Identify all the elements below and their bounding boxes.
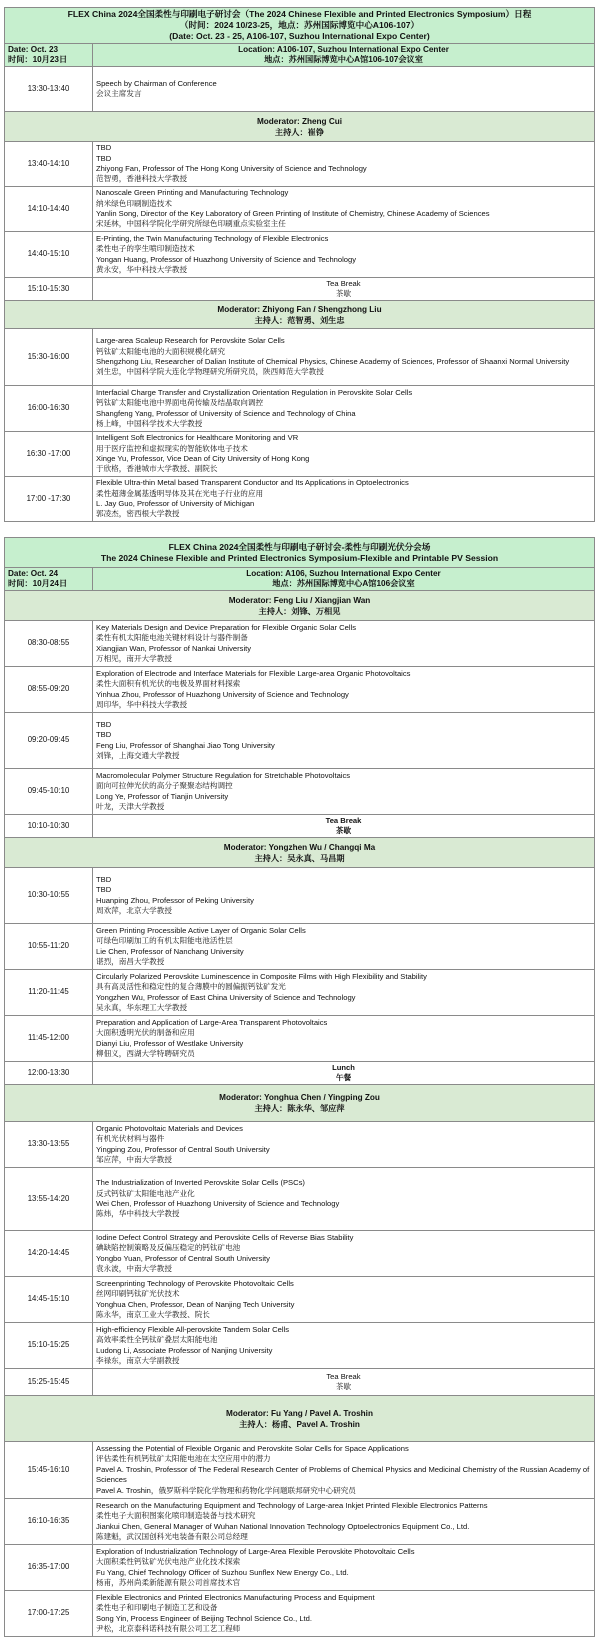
talk-title-en: E-Printing, the Twin Manufacturing Technology of Flexible Electronics [96,233,329,243]
break-cell [93,1062,595,1085]
talk-title-en: Intelligent Soft Electronics for Healthcare Monitoring and VR [96,433,299,443]
schedule-table-oct24 [4,537,595,1637]
date-location-row [5,568,595,591]
speaker-zh: 邹应萍，中南大学教授 [96,1154,172,1164]
time-cell: 15:30-16:00 [5,329,93,386]
location-en: Location: A106-107, Suzhou International Expo Center [238,44,449,54]
moderator-row [5,301,595,329]
speaker-zh: Pavel A. Troshin，俄罗斯科学院化学物理和药物化学问题联邦研究中心研究员 [96,1485,356,1495]
speaker-en: Jiankui Chen, General Manager of Wuhan National Innovation Technology Optoelectronics Equipment Co., Ltd. [96,1521,470,1531]
talk-row [5,142,595,187]
talk-title-zh: 反式钙钛矿太阳能电池产业化 [96,1188,195,1198]
time-cell: 10:30-10:55 [5,868,93,924]
talk-cell [93,432,595,477]
moderator-cell [5,838,595,868]
speaker-zh: 范智勇，香港科技大学教授 [96,174,188,184]
talk-cell [93,1323,595,1369]
talk-title-en: Iodine Defect Control Strategy and Perovskite Cells of Reverse Bias Stability [96,1232,354,1242]
time-cell: 13:40-14:10 [5,142,93,187]
speaker-zh: 袁永波，中南大学教授 [96,1263,172,1273]
moderator-cell [5,112,595,142]
break-label-en: Lunch [332,1062,355,1072]
talk-row [5,1323,595,1369]
speaker-en: Yingping Zou, Professor of Central South University [96,1144,270,1154]
talk-title-en: Speech by Chairman of Conference [96,78,217,88]
moderator-zh: 主持人：范智勇、刘生忠 [254,315,345,325]
speaker-en: Yinhua Zhou, Professor of Huazhong University of Science and Technology [96,689,349,699]
talk-title-en: Assessing the Potential of Flexible Organic and Perovskite Solar Cells for Space Applications [96,1443,409,1453]
moderator-row [5,1085,595,1122]
moderator-en: Moderator: Zheng Cui [256,116,343,126]
break-label-zh: 茶歇 [335,826,352,835]
time-cell: 14:45-15:10 [5,1277,93,1323]
speaker-zh: 宋延林，中国科学院化学研究所绿色印刷重点实验室主任 [96,219,286,229]
talk-title-en: TBD [96,719,112,729]
talk-title-zh: 钙钛矿太阳能电池中界面电荷传输及结晶取向调控 [96,398,264,408]
date-zh: 时间：10月24日 [8,579,68,588]
speaker-en: Yongan Huang, Professor of Huazhong University of Science and Technology [96,254,357,264]
talk-row [5,432,595,477]
time-cell: 14:20-14:45 [5,1231,93,1277]
speaker-zh: 万相见，南开大学教授 [96,653,172,663]
speaker-en: Feng Liu, Professor of Shanghai Jiao Tong University [96,740,275,750]
break-label-zh: 午餐 [335,1073,352,1082]
time-cell: 11:20-11:45 [5,970,93,1016]
talk-title-en: Interfacial Charge Transfer and Crystallization Orientation Regulation in Perovskite Solar Cells [96,387,413,397]
date-en: Date: Oct. 24 [8,568,59,578]
speaker-en: Huanping Zhou, Professor of Peking University [96,895,254,905]
speaker-zh: 于欣格，香港城市大学教授、副院长 [96,464,218,474]
moderator-row [5,838,595,868]
moderator-en: Moderator: Feng Liu / Xiangjian Wan [228,595,371,605]
title-line: FLEX China 2024全国柔性与印刷电子研讨会-柔性与印刷光伏分会场 [168,541,431,552]
talk-row [5,1545,595,1591]
moderator-zh: 主持人：杨甫、Pavel A. Troshin [239,1419,360,1429]
talk-title-zh: TBD [96,730,112,740]
speaker-en: Xiangjian Wan, Professor of Nankai University [96,643,252,653]
break-label-zh: 茶歇 [335,1382,352,1391]
date-cell [5,568,93,591]
break-cell [93,815,595,838]
speaker-zh: 杨上峰，中国科学技术大学教授 [96,418,203,428]
speaker-en: Fu Yang, Chief Technology Officer of Suzhou Sunflex New Energy Co., Ltd. [96,1567,349,1577]
talk-cell [93,621,595,667]
talk-title-zh: 钙钛矿太阳能电池的大面积规模化研究 [96,346,226,356]
speaker-en: L. Jay Guo, Professor of University of Michigan [96,499,255,508]
break-row [5,815,595,838]
talk-title-zh: 会议主席发言 [96,89,142,98]
schedule-body [5,8,595,522]
talk-title-en: Nanoscale Green Printing and Manufacturing Technology [96,188,289,198]
speaker-zh: 陈炜，华中科技大学教授 [96,1209,180,1219]
moderator-en: Moderator: Fu Yang / Pavel A. Troshin [226,1408,373,1418]
title-line: The 2024 Chinese Flexible and Printed Electronics Symposium-Flexible and Printable PV Session [100,552,499,563]
time-cell: 13:30-13:40 [5,67,93,112]
talk-title-zh: TBD [96,885,112,895]
speaker-en: Shengzhong Liu, Researcher of Dalian Institute of Chemical Physics, Chinese Academy of Sciences, Professor of Shaanxi Normal University [96,357,570,366]
moderator-cell [5,301,595,329]
speaker-en: Yonghua Chen, Professor, Dean of Nanjing Tech University [96,1299,295,1309]
schedule-table-oct23 [4,7,595,522]
speaker-zh: 尹松，北京泰科诺科技有限公司工艺工程师 [96,1623,241,1633]
talk-title-en: Macromolecular Polymer Structure Regulation for Stretchable Photovoltaics [96,770,351,780]
break-label-en: Tea Break [325,815,362,825]
speaker-en: Zhiyong Fan, Professor of The Hong Kong University of Science and Technology [96,164,367,173]
talk-title-zh: TBD [96,153,112,163]
time-cell: 11:45-12:00 [5,1016,93,1062]
speaker-zh: 陈永华，南京工业大学教授、院长 [96,1309,210,1319]
moderator-cell [5,591,595,621]
time-cell: 09:45-10:10 [5,769,93,815]
talk-row [5,1442,595,1499]
talk-cell [93,1499,595,1545]
moderator-zh: 主持人：刘锋、万相见 [258,606,341,616]
speaker-zh: 李禄东，南京大学副教授 [96,1355,180,1365]
break-label-zh: 茶歇 [335,289,352,298]
speaker-zh: 谌烈，南昌大学教授 [96,956,165,966]
date-location-row [5,44,595,67]
title-line: (Date: Oct. 23 - 25, A106-107, Suzhou International Expo Center) [169,31,430,41]
talk-cell [93,924,595,970]
time-cell: 09:20-09:45 [5,713,93,769]
speaker-en: Dianyi Liu, Professor of Westlake University [96,1038,244,1048]
break-label-en: Tea Break [326,278,361,288]
time-cell: 15:10-15:30 [5,278,93,301]
talk-cell [93,386,595,432]
location-cell [93,568,595,591]
time-cell: 16:00-16:30 [5,386,93,432]
moderator-zh: 主持人：崔铮 [274,127,325,137]
talk-title-en: Exploration of Electrode and Interface Materials for Flexible Large-area Organic Photovoltaics [96,668,411,678]
speaker-zh: 郭凌杰，密西根大学教授 [96,509,180,519]
speaker-en: Yongbo Yuan, Professor of Central South University [96,1253,270,1263]
speaker-en: Ludong Li, Associate Professor of Nanjing University [96,1345,273,1355]
talk-cell [93,1277,595,1323]
talk-title-zh: 柔性超薄金属基透明导体及其在光电子行业的应用 [96,488,264,498]
talk-title-zh: 柔性电子和印刷电子制造工艺和设备 [96,1603,218,1613]
talk-title-zh: 柔性大面积有机光伏的电极及界面材料探索 [96,679,241,689]
date-cell [5,44,93,67]
talk-cell [93,1442,595,1499]
moderator-en: Moderator: Yongzhen Wu / Changqi Ma [223,842,376,852]
schedule-body [5,538,595,1637]
talk-title-zh: 大面积柔性钙钛矿光伏电池产业化技术探索 [96,1557,241,1567]
time-cell: 16:30 -17:00 [5,432,93,477]
title-line: FLEX China 2024全国柔性与印刷电子研讨会（The 2024 Chinese Flexible and Printed Electronics Symposium）日程 [67,9,532,19]
talk-title-en: TBD [96,874,112,884]
talk-title-en: Screenprinting Technology of Perovskite Photovoltaic Cells [96,1278,294,1288]
moderator-row [5,591,595,621]
talk-title-zh: 柔性有机太阳能电池关键材料设计与器件制备 [96,633,248,643]
talk-title-en: Preparation and Application of Large-Area Transparent Photovoltaics [96,1017,328,1027]
talk-title-zh: 纳米绿色印刷制造技术 [96,198,172,208]
speaker-zh: 杨甫，苏州尚柔新能源有限公司首席技术官 [96,1577,241,1587]
location-zh: 地点：苏州国际博览中心A馆106会议室 [272,579,415,588]
talk-row [5,667,595,713]
break-cell [93,1369,595,1396]
talk-row [5,1277,595,1323]
time-cell: 14:10-14:40 [5,187,93,232]
speaker-en: Pavel A. Troshin, Professor of The Federal Research Center of Problems of Chemical Physics and Medicinal Chemistry of the Russian Academy of Sciences [96,1464,590,1485]
time-cell: 15:25-15:45 [5,1369,93,1396]
talk-row [5,924,595,970]
talk-row [5,1499,595,1545]
break-label-en: Tea Break [326,1371,361,1381]
speaker-zh: 周欢萍，北京大学教授 [96,905,172,915]
talk-title-zh: 可绿色印刷加工的有机太阳能电池活性层 [96,936,233,946]
talk-title-zh: 用于医疗监控和虚拟现实的智能软体电子技术 [96,443,248,453]
session-title [5,538,595,568]
talk-title-en: Organic Photovoltaic Materials and Devices [96,1123,243,1133]
talk-row [5,713,595,769]
talk-cell [93,477,595,522]
time-cell: 10:10-10:30 [5,815,93,838]
time-cell: 08:30-08:55 [5,621,93,667]
time-cell: 15:45-16:10 [5,1442,93,1499]
time-cell: 14:40-15:10 [5,232,93,278]
talk-cell [93,67,595,112]
talk-title-en: High-efficiency Flexible All-perovskite Tandem Solar Cells [96,1324,290,1334]
moderator-en: Moderator: Zhiyong Fan / Shengzhong Liu [217,304,382,314]
talk-title-zh: 评估柔性有机钙钛矿太阳能电池在太空应用中的潜力 [96,1454,271,1464]
moderator-cell [5,1085,595,1122]
time-cell: 10:55-11:20 [5,924,93,970]
talk-cell [93,868,595,924]
talk-title-zh: 面向可拉伸光伏的高分子聚聚态结构调控 [96,781,233,791]
talk-title-zh: 碘缺陷控制策略及反偏压稳定的钙钛矿电池 [96,1243,241,1253]
date-zh: 时间：10月23日 [8,55,68,64]
talk-cell [93,232,595,278]
speaker-zh: 吴永真，华东理工大学教授 [96,1002,188,1012]
talk-title-zh: 柔性电子的孪生喷印制造技术 [96,244,195,254]
talk-title-en: Key Materials Design and Device Preparation for Flexible Organic Solar Cells [96,622,356,632]
talk-row [5,1168,595,1231]
talk-row [5,970,595,1016]
talk-cell [93,187,595,232]
time-cell: 17:00 -17:30 [5,477,93,522]
time-cell: 13:30-13:55 [5,1122,93,1168]
speaker-en: Yongzhen Wu, Professor of East China University of Science and Technology [96,992,356,1002]
talk-title-en: The Industrialization of Inverted Perovskite Solar Cells (PSCs) [96,1178,305,1188]
talk-title-en: Green Printing Processible Active Layer of Organic Solar Cells [96,925,306,935]
moderator-cell [5,1396,595,1442]
talk-title-en: Large-area Scaleup Research for Perovskite Solar Cells [96,336,285,346]
talk-title-zh: 高效率柔性全钙钛矿叠层太阳能电池 [96,1335,218,1345]
talk-title-en: Flexible Electronics and Printed Electronics Manufacturing Process and Equipment [96,1592,375,1602]
location-zh: 地点：苏州国际博览中心A馆106-107会议室 [264,55,423,64]
talk-row [5,1016,595,1062]
talk-row [5,67,595,112]
speaker-zh: 黄永安，华中科技大学教授 [96,264,188,274]
talk-cell [93,1122,595,1168]
moderator-row [5,1396,595,1442]
talk-row [5,1591,595,1637]
talk-cell [93,329,595,386]
talk-row [5,386,595,432]
talk-row [5,621,595,667]
moderator-row [5,112,595,142]
talk-title-zh: 丝网印刷钙钛矿光伏技术 [96,1289,180,1299]
talk-row [5,187,595,232]
location-en: Location: A106, Suzhou International Expo Center [246,568,441,578]
moderator-en: Moderator: Yonghua Chen / Yingping Zou [219,1093,380,1102]
date-en: Date: Oct. 23 [8,44,59,54]
talk-cell [93,1168,595,1231]
talk-cell [93,1545,595,1591]
talk-row [5,769,595,815]
talk-row [5,1231,595,1277]
break-row [5,1062,595,1085]
time-cell: 15:10-15:25 [5,1323,93,1369]
talk-title-en: Flexible Ultra-thin Metal based Transparent Conductor and Its Applications in Optoelectronics [96,478,409,488]
talk-cell [93,769,595,815]
talk-title-zh: 柔性电子大面积图案化喷印制造装备与技术研究 [96,1511,256,1521]
speaker-en: Xinge Yu, Professor, Vice Dean of City University of Hong Kong [96,454,310,463]
speaker-zh: 陈建魁，武汉国创科光电装备有限公司总经理 [96,1531,248,1541]
speaker-zh: 叶龙，天津大学教授 [96,801,165,811]
speaker-en: Lie Chen, Professor of Nanchang University [96,946,244,956]
speaker-en: Song Yin, Process Engineer of Beijing Technol Science Co., Ltd. [96,1613,312,1623]
talk-title-en: Exploration of Industrialization Technology of Large-Area Flexible Perovskite Photovoltaic Cells [96,1546,415,1556]
talk-row [5,477,595,522]
talk-cell [93,667,595,713]
speaker-en: Yanlin Song, Director of the Key Laboratory of Green Printing of Institute of Chemistry, Chinese Academy of Sciences [96,209,490,218]
time-cell: 13:55-14:20 [5,1168,93,1231]
talk-cell [93,142,595,187]
moderator-zh: 主持人：陈永华、邹应萍 [254,1104,345,1113]
speaker-zh: 柳佃义，西湖大学特聘研究员 [96,1048,195,1058]
location-cell [93,44,595,67]
break-row [5,278,595,301]
talk-title-en: Circularly Polarized Perovskite Luminescence in Composite Films with High Flexibility and Stability [96,971,427,981]
speaker-en: Wei Chen, Professor of Huazhong University of Science and Technology [96,1199,340,1208]
talk-title-zh: 有机光伏材料与器件 [96,1134,165,1144]
talk-title-en: Research on the Manufacturing Equipment and Technology of Large-area Inkjet Printed Flexible Electronics Patterns [96,1500,488,1510]
talk-title-en: TBD [96,143,112,153]
time-cell: 16:35-17:00 [5,1545,93,1591]
talk-cell [93,970,595,1016]
moderator-zh: 主持人：吴永真、马昌期 [254,853,345,863]
session-title-row [5,8,595,44]
time-cell: 08:55-09:20 [5,667,93,713]
talk-cell [93,1591,595,1637]
talk-row [5,868,595,924]
time-cell: 16:10-16:35 [5,1499,93,1545]
time-cell: 17:00-17:25 [5,1591,93,1637]
talk-cell [93,1231,595,1277]
speaker-zh: 刘锋，上海交通大学教授 [96,750,180,760]
speaker-zh: 刘生忠，中国科学院大连化学物理研究所研究员，陕西师范大学教授 [96,367,324,377]
time-cell: 12:00-13:30 [5,1062,93,1085]
talk-row [5,329,595,386]
break-row [5,1369,595,1396]
speaker-zh: 周印华，华中科技大学教授 [96,699,188,709]
talk-row [5,232,595,278]
talk-cell [93,713,595,769]
talk-title-zh: 具有高灵活性和稳定性的复合薄膜中的圆偏振钙钛矿发光 [96,982,286,992]
title-line: （时间：2024 10/23-25，地点：苏州国际博览中心A106-107） [179,20,420,30]
talk-title-zh: 大面积透明光伏的制备和应用 [96,1028,195,1038]
session-title [5,8,595,44]
speaker-en: Long Ye, Professor of Tianjin University [96,791,229,801]
break-cell [93,278,595,301]
talk-row [5,1122,595,1168]
talk-cell [93,1016,595,1062]
speaker-en: Shangfeng Yang, Professor of University of Science and Technology of China [96,408,356,418]
session-title-row [5,538,595,568]
